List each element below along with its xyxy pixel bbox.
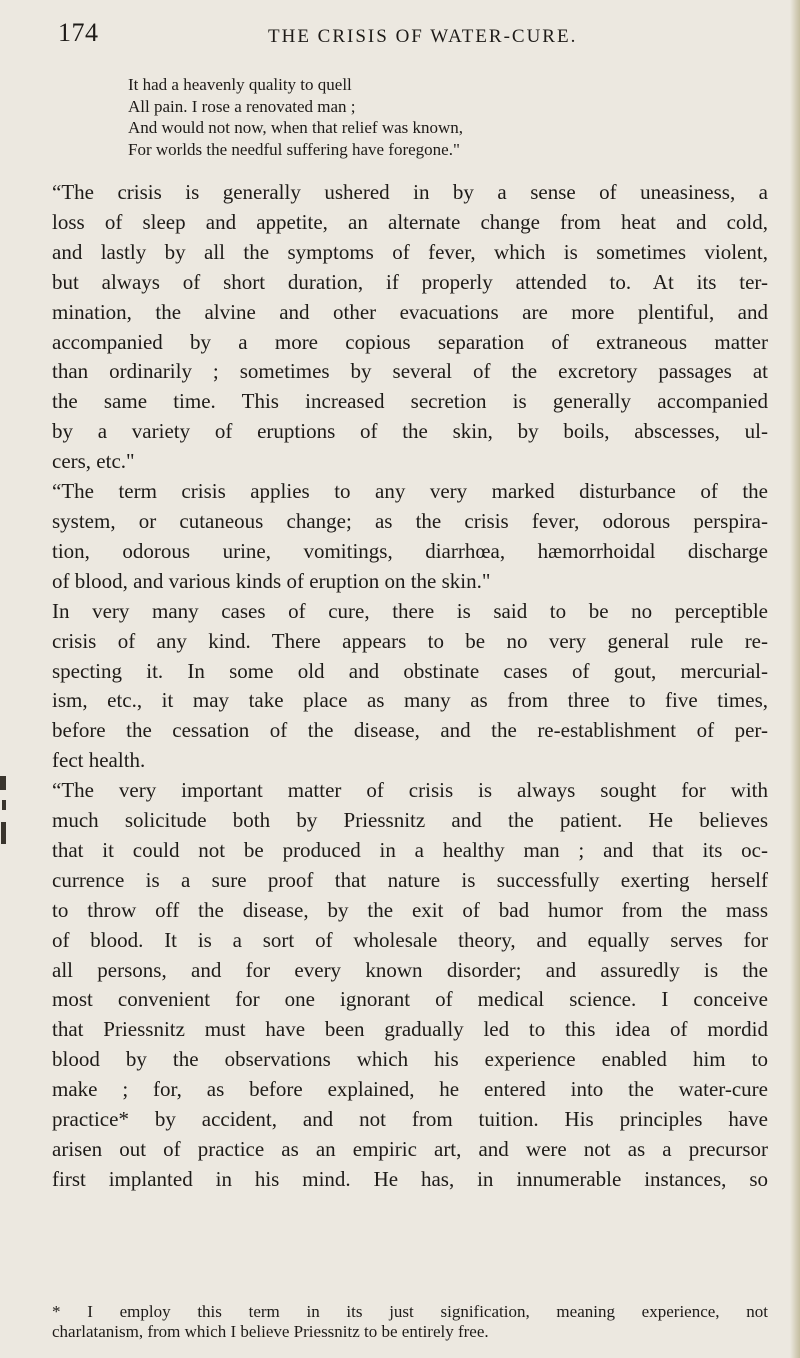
body-text [52, 178, 768, 1195]
text-line: the same time. This increased secretion is generally accompanied [52, 389, 768, 414]
verse-line: And would not now, when that relief was known, [128, 118, 464, 137]
text-line: “The very important matter of crisis is always sought for with [52, 778, 768, 803]
page-number: 174 [58, 18, 99, 47]
text-line: loss of sleep and appetite, an alternate change from heat and cold, [52, 209, 768, 234]
margin-mark [1, 822, 6, 844]
page-header [0, 16, 800, 56]
text-line: to throw off the disease, by the exit of bad humor from the mass [52, 897, 768, 922]
text-line: much solicitude both by Priessnitz and the patient. He believes [52, 808, 768, 833]
text-line: ism, etc., it may take place as many as from three to five times, [52, 688, 768, 713]
text-line: system, or cutaneous change; as the crisis fever, odorous perspira- [52, 508, 768, 533]
text-line: most convenient for one ignorant of medical science. I conceive [52, 987, 768, 1012]
text-line: In very many cases of cure, there is said to be no perceptible [52, 598, 768, 623]
text-line: crisis of any kind. There appears to be no very general rule re- [52, 628, 768, 653]
margin-mark [2, 800, 6, 810]
footnote-line: charlatanism, from which I believe Priessnitz to be entirely free. [52, 1322, 489, 1341]
text-line: accompanied by a more copious separation of extraneous matter [52, 329, 768, 354]
text-line: before the cessation of the disease, and the re-establishment of per- [52, 718, 768, 743]
text-line: practice* by accident, and not from tuition. His principles have [52, 1107, 768, 1132]
text-line: of blood, and various kinds of eruption on the skin." [52, 568, 491, 593]
footnote-line: * I employ this term in its just signification, meaning experience, not [52, 1302, 768, 1321]
page-edge-shadow [790, 0, 800, 1358]
text-line: but always of short duration, if properly attended to. At its ter- [52, 269, 768, 294]
margin-mark [0, 776, 6, 790]
footnote [52, 1302, 768, 1342]
running-title: THE CRISIS OF WATER-CURE. [268, 26, 578, 47]
verse-quotation [128, 74, 463, 160]
text-line: “The crisis is generally ushered in by a sense of uneasiness, a [52, 180, 768, 204]
verse-line: It had a heavenly quality to quell [128, 75, 352, 94]
text-line: than ordinarily ; sometimes by several of the excretory passages at [52, 359, 768, 384]
text-line: that Priessnitz must have been gradually led to this idea of mordid [52, 1017, 768, 1042]
text-line: arisen out of practice as an empiric art, and were not as a precursor [52, 1137, 768, 1161]
text-line: that it could not be produced in a healthy man ; and that its oc- [52, 837, 768, 862]
verse-line: All pain. I rose a renovated man ; [128, 96, 356, 116]
text-line: specting it. In some old and obstinate cases of gout, mercurial- [52, 658, 768, 683]
text-line: tion, odorous urine, vomitings, diarrhœa, hæmorrhoidal discharge [52, 538, 768, 563]
text-line: currence is a sure proof that nature is successfully exerting herself [52, 867, 768, 892]
text-line: mination, the alvine and other evacuations are more plentiful, and [52, 299, 768, 324]
text-line: and lastly by all the symptoms of fever, which is sometimes violent, [52, 239, 768, 264]
text-line: of blood. It is a sort of wholesale theory, and equally serves for [52, 927, 768, 952]
text-line: by a variety of eruptions of the skin, by boils, abscesses, ul- [52, 419, 768, 444]
text-line: blood by the observations which his experience enabled him to [52, 1047, 768, 1072]
text-line: all persons, and for every known disorder; and assuredly is the [52, 957, 768, 982]
text-line: cers, etc." [52, 449, 135, 474]
text-line: fect health. [52, 748, 146, 773]
text-line: make ; for, as before explained, he entered into the water-cure [52, 1077, 768, 1102]
text-line: “The term crisis applies to any very marked disturbance of the [52, 479, 768, 504]
verse-line: For worlds the needful suffering have foregone." [128, 139, 460, 159]
text-line: first implanted in his mind. He has, in innumerable instances, so [52, 1166, 768, 1191]
